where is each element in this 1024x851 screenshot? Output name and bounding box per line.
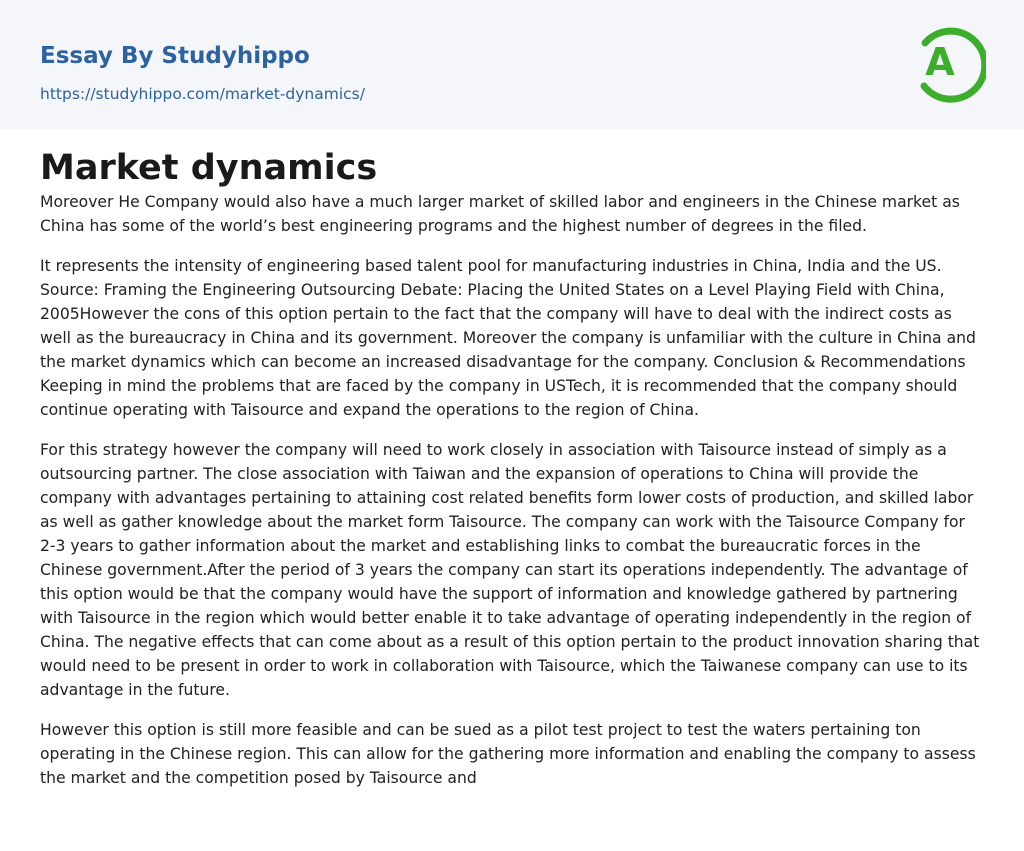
site-header [0, 0, 1024, 129]
logo-letter: A [925, 40, 955, 84]
essay-paragraph-2: It represents the intensity of engineering based talent pool for manufacturing industries in China, India and the US. Source: Framing the Engineering Outsourcing Debate: Placing the United States on a Level Playing Field with China, 2005However the cons of this option pertain to the fact that the company will have to deal with the indirect costs as well as the bureaucracy in China and its government. Moreover the company is unfamiliar with the culture in China and the market dynamics which can become an increased disadvantage for the company. Conclusion & Recommendations Keeping in mind the problems that are faced by the company in USTech, it is recommended that the company should continue operating with Taisource and expand the operations to the region of China. [40, 257, 976, 419]
essay-content [40, 146, 984, 806]
studyhippo-logo-icon[interactable] [912, 19, 986, 105]
essay-paragraph-4: However this option is still more feasible and can be sued as a pilot test project to test the waters pertaining ton operating in the Chinese region. This can allow for the gathering more information and enabling the company to assess the market and the competition posed by Taisource and [40, 721, 976, 787]
page-title: Market dynamics [40, 148, 378, 188]
essay-paragraph-3: For this strategy however the company will need to work closely in association with Taisource instead of simply as a outsourcing partner. The close association with Taiwan and the expansion of operations to China will provide the company with advantages pertaining to attaining cost related benefits form lower costs of production, and skilled labor as well as gather knowledge about the market form Taisource. The company can work with the Taisource Company for 2-3 years to gather information about the market and establishing links to combat the bureaucratic forces in the Chinese government.After the period of 3 years the company can start its operations independently. The advantage of this option would be that the company would have the support of information and knowledge gathered by partnering with Taisource in the region which would better enable it to take advantage of operating independently in the region of China. The negative effects that can come about as a result of this option pertain to the product innovation sharing that would need to be present in order to work in collaboration with Taisource, which the Taiwanese company can use to its advantage in the future. [40, 441, 980, 699]
source-url-link[interactable]: https://studyhippo.com/market-dynamics/ [40, 85, 365, 103]
site-brand: Essay By Studyhippo [40, 43, 310, 69]
essay-paragraph-1: Moreover He Company would also have a much larger market of skilled labor and engineers in the Chinese market as China has some of the world’s best engineering programs and the highest number of degrees in the filed. [40, 193, 960, 235]
